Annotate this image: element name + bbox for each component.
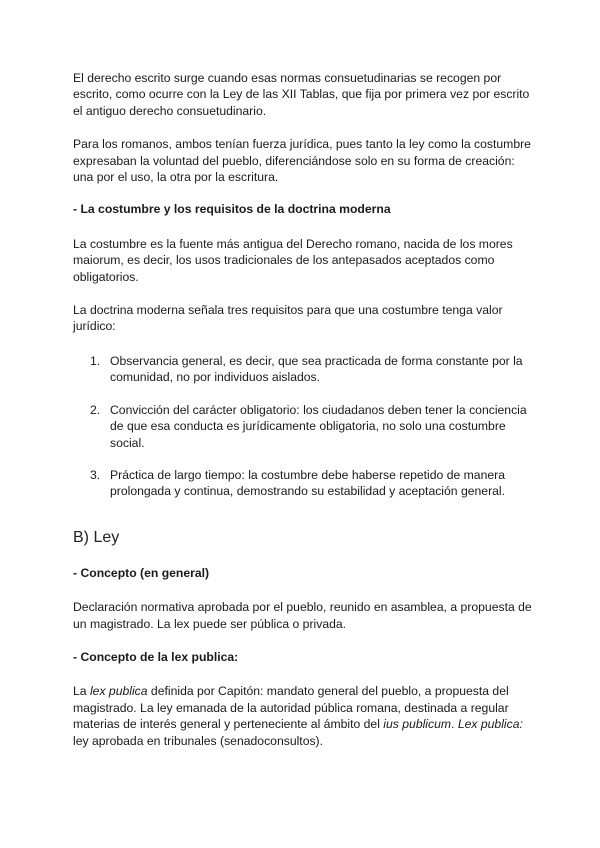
- lex-italic-1: lex publica: [89, 684, 148, 699]
- heading-concepto-lex-publica: - Concepto de la lex publica:: [73, 649, 239, 664]
- heading-costumbre-requisitos: - La costumbre y los requisitos de la doctrina moderna: [73, 202, 391, 217]
- lex-text-4: ley aprobada en tribunales (senadoconsultos).: [73, 733, 324, 748]
- list-item-text: Práctica de largo tiempo: la costumbre debe haberse repetido de manera prolongada y continua, demostrando su estabilidad y aceptación general.: [110, 467, 506, 499]
- section-title-ley: B) Ley: [73, 528, 120, 546]
- lex-text-2: definida por Capitón: mandato general del pueblo, a propuesta del magistrado. La ley emanada de la autoridad pública romana, destinada a regular materias de interés general y perteneciente al ámbito del: [73, 684, 509, 732]
- list-item-number: 3.: [90, 467, 101, 482]
- paragraph-costumbre-fuente: La costumbre es la fuente más antigua del Derecho romano, nacida de los mores maiorum, es decir, los usos tradicionales de los antepasados aceptados como obligatorios.: [73, 236, 513, 284]
- list-item-number: 2.: [90, 402, 101, 417]
- list-item-number: 1.: [90, 353, 101, 368]
- lex-italic-2: ius publicum: [383, 717, 452, 732]
- requirements-list: [73, 353, 533, 500]
- paragraph-lex-publica: [73, 683, 533, 749]
- paragraph-derecho-escrito: El derecho escrito surge cuando esas normas consuetudinarias se recogen por escrito, como ocurre con la Ley de las XII Tablas, que fija por primera vez por escrito el antiguo derecho consuetudinario.: [73, 71, 530, 118]
- list-item-text: Convicción del carácter obligatorio: los ciudadanos deben tener la conciencia de que esa conducta es jurídicamente obligatoria, no solo una costumbre social.: [110, 402, 527, 450]
- paragraph-concepto-general: Declaración normativa aprobada por el pueblo, reunido en asamblea, a propuesta de un magistrado. La lex puede ser pública o privada.: [73, 600, 532, 631]
- lex-italic-3: Lex publica:: [457, 717, 523, 732]
- list-item: [73, 353, 533, 386]
- list-item: [73, 467, 533, 500]
- paragraph-fuerza-juridica: Para los romanos, ambos tenían fuerza jurídica, pues tanto la ley como la costumbre expresaban la voluntad del pueblo, diferenciándose solo en su forma de creación: una por el uso, la otra por la escritura.: [73, 137, 531, 185]
- lex-text-3: .: [451, 717, 458, 732]
- paragraph-doctrina-moderna: La doctrina moderna señala tres requisitos para que una costumbre tenga valor jurídico:: [73, 303, 503, 334]
- list-item: [73, 402, 533, 451]
- document-page: [73, 70, 533, 749]
- list-item-text: Observancia general, es decir, que sea practicada de forma constante por la comunidad, no por individuos aislados.: [110, 353, 523, 385]
- heading-concepto-general: - Concepto (en general): [73, 565, 210, 580]
- lex-text-1: La: [73, 684, 90, 699]
